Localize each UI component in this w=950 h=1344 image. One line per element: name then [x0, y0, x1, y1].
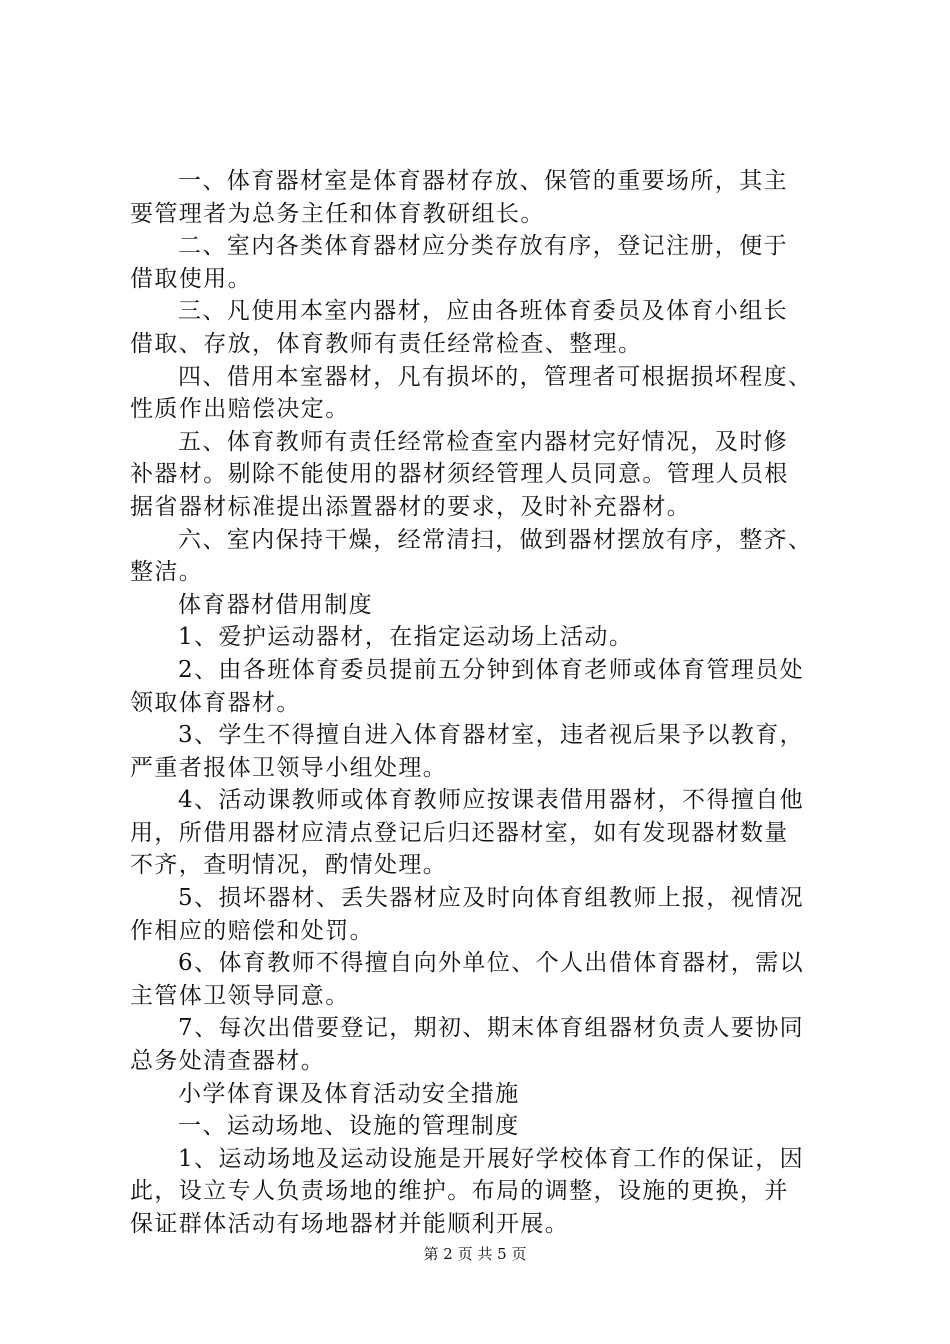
text-line: 保证群体活动有场地器材并能顺利开展。 [130, 1211, 570, 1237]
text-line: 7、每次出借要登记，期初、期末体育组器材负责人要协同 [178, 1015, 805, 1042]
text-line: 小学体育课及体育活动安全措施 [178, 1080, 520, 1107]
text-line: 总务处清查器材。 [130, 1048, 326, 1075]
text-line: 主管体卫领导同意。 [130, 982, 350, 1009]
text-line: 补器材。剔除不能使用的器材须经管理人员同意。管理人员根 [130, 461, 789, 488]
text-line: 要管理者为总务主任和体育教研组长。 [130, 200, 545, 227]
text-line: 五、体育教师有责任经常检查室内器材完好情况，及时修 [178, 428, 788, 455]
text-line: 严重者报体卫领导小组处理。 [130, 754, 448, 781]
text-line: 不齐，查明情况，酌情处理。 [130, 852, 448, 879]
text-line: 据省器材标准提出添置器材的要求，及时补充器材。 [130, 493, 692, 520]
text-line: 借取使用。 [130, 265, 252, 292]
text-line: 一、体育器材室是体育器材存放、保管的重要场所，其主 [178, 168, 788, 194]
text-line: 5、损坏器材、丢失器材应及时向体育组教师上报，视情况 [178, 885, 805, 912]
text-line: 3、学生不得擅自进入体育器材室，违者视后果予以教育， [178, 722, 805, 749]
text-line: 四、借用本室器材，凡有损坏的，管理者可根据损坏程度、 [178, 363, 813, 390]
text-line: 一、运动场地、设施的管理制度 [178, 1113, 520, 1140]
document-body [130, 165, 830, 1241]
text-line: 性质作出赔偿决定。 [130, 396, 350, 423]
text-line: 整洁。 [130, 559, 204, 586]
text-line: 此，设立专人负责场地的维护。布局的调整，设施的更换，并 [130, 1178, 789, 1205]
text-line: 领取体育器材。 [130, 689, 301, 716]
text-line: 用，所借用器材应清点登记后归还器材室，如有发现器材数量 [130, 819, 789, 846]
text-line: 借取、存放，体育教师有责任经常检查、整理。 [130, 330, 643, 357]
text-line: 2、由各班体育委员提前五分钟到体育老师或体育管理员处 [178, 656, 805, 683]
text-line: 1、爱护运动器材，在指定运动场上活动。 [178, 624, 634, 651]
text-line: 体育器材借用制度 [178, 591, 374, 618]
text-line: 三、凡使用本室内器材，应由各班体育委员及体育小组长 [178, 298, 788, 325]
text-line: 1、运动场地及运动设施是开展好学校体育工作的保证，因 [178, 1145, 805, 1172]
text-line: 六、室内保持干燥，经常清扫，做到器材摆放有序，整齐、 [178, 526, 813, 553]
text-line: 6、体育教师不得擅自向外单位、个人出借体育器材，需以 [178, 950, 805, 977]
text-line: 4、活动课教师或体育教师应按课表借用器材，不得擅自他 [178, 787, 805, 814]
text-line: 二、室内各类体育器材应分类存放有序，登记注册，便于 [178, 233, 788, 260]
text-line: 作相应的赔偿和处罚。 [130, 917, 374, 944]
page-footer: 第 2 页 共 5 页 [423, 1245, 527, 1263]
